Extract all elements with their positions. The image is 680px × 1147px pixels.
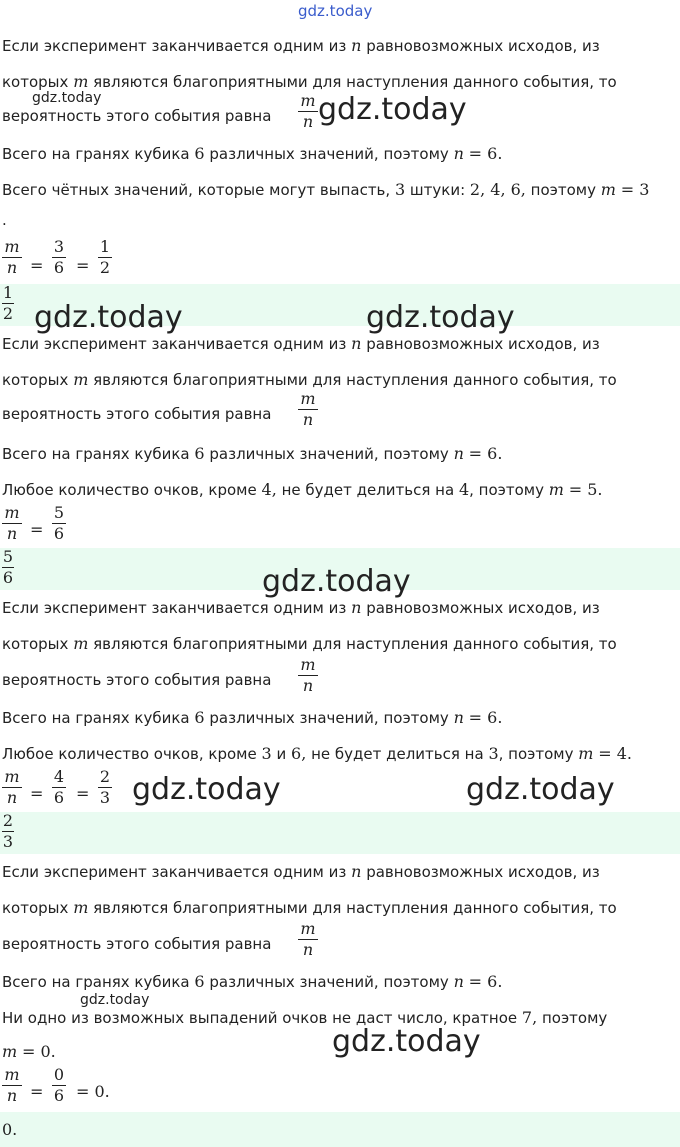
result: = 0.	[76, 1082, 110, 1101]
even-line: Всего чётных значений, которые могут выпасть, 3 штуки: 2, 4, 6, поэтому m = 3	[2, 180, 650, 199]
fraction-m-n: m n	[298, 920, 318, 959]
answer-box-3	[0, 812, 680, 854]
condition-line: Любое количество очков, кроме 3 и 6, не будет делиться на 3, поэтому m = 4.	[2, 744, 632, 763]
intro-line-3: вероятность этого события равна	[2, 671, 272, 689]
intro-line-2: которых m являются благоприятными для наступления данного события, то	[2, 72, 617, 91]
condition-line: Любое количество очков, кроме 4, не будет делиться на 4, поэтому m = 5.	[2, 480, 603, 499]
total-line: Всего на гранях кубика 6 различных значений, поэтому n = 6.	[2, 972, 503, 991]
fraction-m-n: m n	[298, 656, 318, 695]
watermark: gdz.today	[298, 2, 373, 20]
dot: .	[2, 211, 7, 229]
watermark: gdz.today	[366, 300, 515, 335]
watermark: gdz.today	[466, 772, 615, 807]
fraction-m-n: m n	[2, 1066, 22, 1105]
fraction-3-6: 3 6	[53, 237, 65, 277]
m-zero-line: m = 0.	[2, 1042, 56, 1061]
fraction-0-6: 0 6	[53, 1065, 65, 1105]
intro-line-1: Если эксперимент заканчивается одним из n равновозможных исходов, из	[2, 36, 600, 55]
intro-line-3: вероятность этого события равна	[2, 107, 272, 125]
total-line: Всего на гранях кубика 6 различных значений, поэтому n = 6.	[2, 144, 503, 163]
fraction-2-3: 2 3	[99, 767, 111, 807]
answer-value: 0.	[2, 1120, 18, 1139]
condition-line: Ни одно из возможных выпадений очков не даст число, кратное 7, поэтому	[2, 1008, 608, 1027]
answer-fraction: 5 6	[2, 547, 14, 587]
total-line: Всего на гранях кубика 6 различных значений, поэтому n = 6.	[2, 444, 503, 463]
intro-line-2: которых m являются благоприятными для наступления данного события, то	[2, 370, 617, 389]
fraction-5-6: 5 6	[53, 503, 65, 543]
fraction-m-n: m n	[2, 238, 22, 277]
answer-fraction: 1 2	[2, 283, 14, 323]
watermark: gdz.today	[318, 92, 467, 127]
answer-fraction: 2 3	[2, 811, 14, 851]
watermark: gdz.today	[132, 772, 281, 807]
answer-box-4	[0, 1112, 680, 1147]
intro-line-1: Если эксперимент заканчивается одним из n равновозможных исходов, из	[2, 334, 600, 353]
equals: =	[30, 784, 44, 803]
intro-line-3: вероятность этого события равна	[2, 935, 272, 953]
watermark: gdz.today	[34, 300, 183, 335]
watermark: gdz.today	[262, 564, 411, 599]
equals: =	[76, 784, 90, 803]
fraction-1-2: 1 2	[99, 237, 111, 277]
watermark: gdz.today	[80, 992, 150, 1008]
fraction-m-n: m n	[2, 504, 22, 543]
equals: =	[30, 256, 44, 275]
intro-line-2: которых m являются благоприятными для наступления данного события, то	[2, 634, 617, 653]
fraction-4-6: 4 6	[53, 767, 65, 807]
equals: =	[30, 1082, 44, 1101]
equals: =	[76, 256, 90, 275]
watermark: gdz.today	[32, 90, 102, 106]
intro-line-1: Если эксперимент заканчивается одним из n равновозможных исходов, из	[2, 862, 600, 881]
total-line: Всего на гранях кубика 6 различных значений, поэтому n = 6.	[2, 708, 503, 727]
intro-line-3: вероятность этого события равна	[2, 405, 272, 423]
fraction-m-n: m n	[298, 92, 318, 131]
intro-line-1: Если эксперимент заканчивается одним из n равновозможных исходов, из	[2, 598, 600, 617]
watermark: gdz.today	[332, 1024, 481, 1059]
intro-line-2: которых m являются благоприятными для наступления данного события, то	[2, 898, 617, 917]
fraction-m-n: m n	[2, 768, 22, 807]
fraction-m-n: m n	[298, 390, 318, 429]
equals: =	[30, 520, 44, 539]
